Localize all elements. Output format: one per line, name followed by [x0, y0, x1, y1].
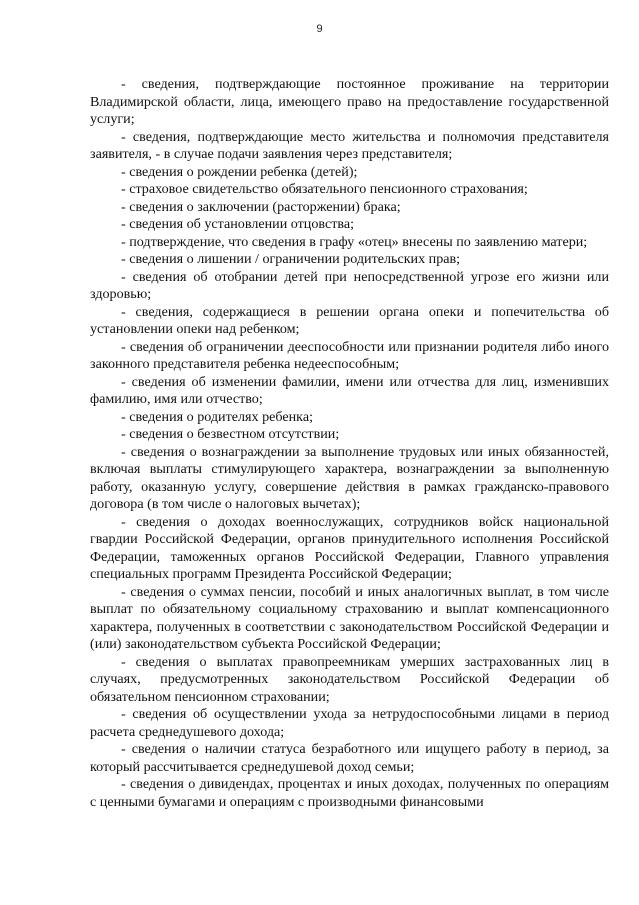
document-body: [90, 76, 609, 811]
paragraph: - сведения о вознаграждении за выполнение трудовых или иных обязанностей, включая выплаты стимулирующего характера, вознаграждении за выполненную работу, оказанную услугу, совершение действия в рамках гражданско-правового договора (в том числе о налоговых вычетах);: [90, 443, 609, 512]
paragraph: - сведения об отобрании детей при непосредственной угрозе его жизни или здоровью;: [90, 268, 609, 302]
paragraph: - сведения о родителях ребенка;: [121, 408, 313, 425]
paragraph: - сведения, подтверждающие постоянное проживание на территории Владимирской области, лица, имеющего право на предоставление государственной услуги;: [90, 76, 609, 127]
paragraph: - сведения об осуществлении ухода за нетрудоспособными лицами в период расчета среднедушевого дохода;: [90, 706, 609, 740]
paragraph: - подтверждение, что сведения в графу «отец» внесены по заявлению матери;: [121, 233, 588, 250]
paragraph: - сведения о рождении ребенка (детей);: [121, 163, 358, 180]
paragraph: - сведения о суммах пенсии, пособий и иных аналогичных выплат, в том числе выплат по обязательному социальному страхованию и выплат компенсационного характера, полученных в соответствии с законодательством Российской Федерации и (или) законодательством субъекта Российской Федерации;: [90, 583, 609, 652]
paragraph: - сведения, содержащиеся в решении органа опеки и попечительства об установлении опеки над ребенком;: [90, 303, 609, 337]
paragraph: - сведения об установлении отцовства;: [121, 216, 354, 232]
paragraph: - сведения об изменении фамилии, имени или отчества для лиц, изменивших фамилию, имя или отчество;: [90, 373, 609, 407]
paragraph: - сведения о дивидендах, процентах и иных доходах, полученных по операциям с ценными бумагами и операциям с производными финансовыми: [90, 776, 609, 810]
paragraph: - сведения о выплатах правопреемникам умерших застрахованных лиц в случаях, предусмотренных законодательством Российской Федерации об обязательном пенсионном страховании;: [90, 653, 609, 705]
paragraph: - сведения о безвестном отсутствии;: [121, 426, 340, 442]
paragraph: - сведения о лишении / ограничении родительских прав;: [121, 251, 461, 267]
paragraph: - сведения о доходах военнослужащих, сотрудников войск национальной гвардии Российской Федерации, органов принудительного исполнения Российской Федерации, таможенных органов Российской Федерации, Главного управления специальных программ Президента Российской Федерации;: [90, 513, 609, 582]
paragraph: - сведения об ограничении дееспособности или признании родителя либо иного законного представителя ребенка недееспособным;: [90, 338, 609, 372]
page-number: 9: [316, 23, 323, 35]
paragraph: - сведения о наличии статуса безработного или ищущего работу в период, за который рассчитывается среднедушевой доход семьи;: [90, 741, 609, 775]
paragraph: - сведения, подтверждающие место жительства и полномочия представителя заявителя, - в случае подачи заявления через представителя;: [90, 128, 609, 162]
paragraph: - сведения о заключении (расторжении) брака;: [121, 198, 401, 215]
paragraph: - страховое свидетельство обязательного пенсионного страхования;: [121, 181, 528, 197]
